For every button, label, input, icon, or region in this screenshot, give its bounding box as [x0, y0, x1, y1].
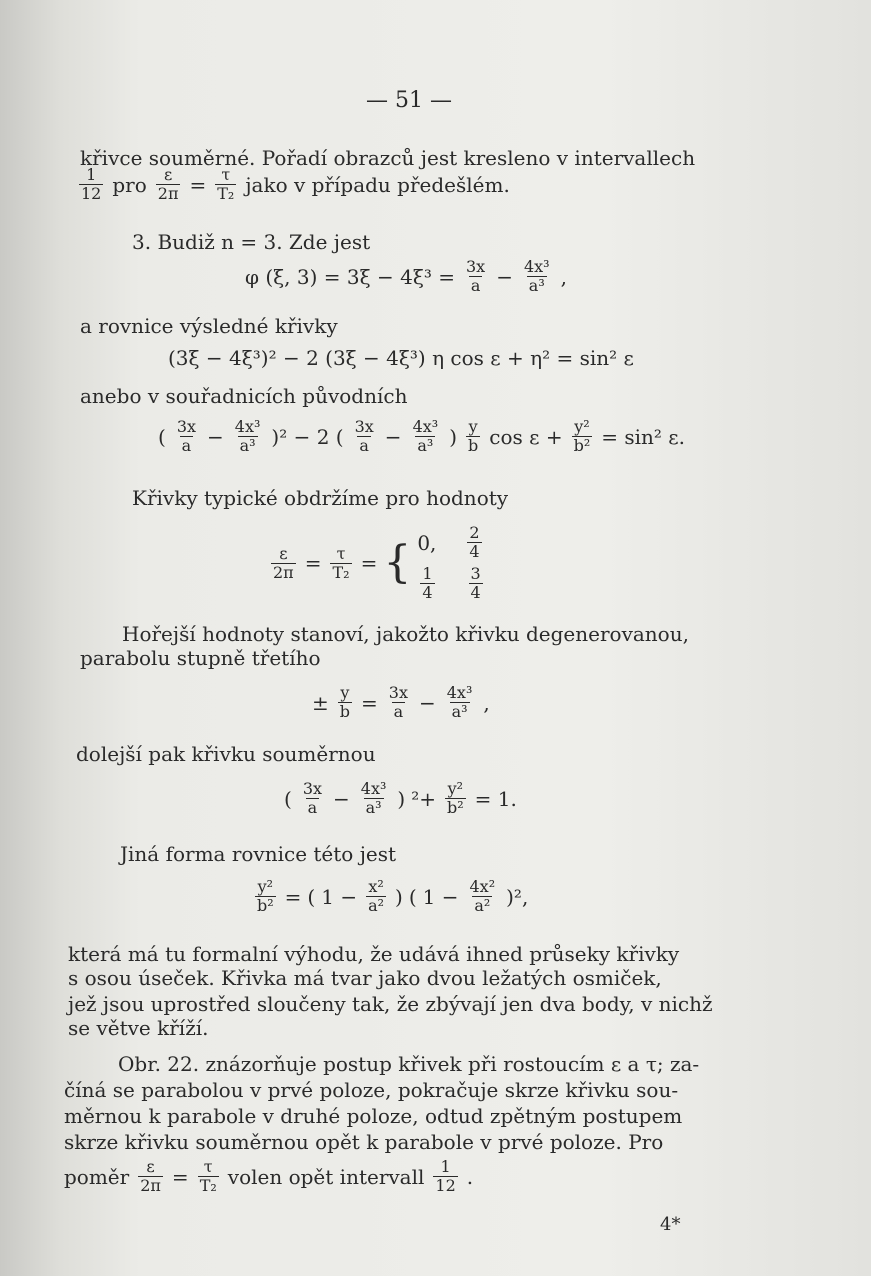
- comma: ,: [560, 264, 567, 289]
- minus-sign: −: [496, 264, 513, 289]
- fraction-3x-a-4: $\frac{3x}{a}$: [388, 683, 408, 721]
- fraction-two-quarters: $\frac{2}{4}$: [469, 523, 480, 561]
- equation-original-coords: [158, 418, 685, 455]
- text-line-1: křivce souměrné. Pořadí obrazců jest kresleno v intervallech: [80, 146, 696, 170]
- fraction-y2-b2-2: $\frac{\text{y²}}{\text{b²}}$: [447, 779, 464, 817]
- fraction-tau-t2-2: $\frac{\tau}{\text{T₂}}$: [332, 543, 350, 582]
- equals-sign-2: =: [304, 551, 322, 575]
- fraction-3x-a: $\frac{3x}{a}$: [465, 257, 486, 295]
- page-number: — 51 —: [366, 88, 452, 113]
- fraction-3x-a-5: $\frac{3x}{a}$: [302, 779, 323, 817]
- text-line-12: s osou úseček. Křivka má tvar jako dvou ležatých osmiček,: [68, 966, 662, 990]
- text-line-14: se větve kříží.: [68, 1016, 209, 1040]
- paren-open-3: (: [307, 884, 316, 909]
- fraction-4x3-a3-5: $\frac{\text{4x³}}{\text{a³}}$: [360, 779, 387, 817]
- minus-sign-4: −: [418, 690, 436, 715]
- fraction-3x-a-3: $\frac{3x}{a}$: [354, 417, 374, 455]
- text-line-5: anebo v souřadnicích původních: [80, 384, 408, 408]
- fraction-epsilon-2pi: $\frac{\varepsilon}{2\pi}$: [157, 165, 179, 203]
- minus-sign-3: −: [384, 424, 402, 449]
- equation-typical-values: [268, 524, 486, 602]
- fraction-epsilon-2pi-3: $\frac{\varepsilon}{2\pi}$: [140, 1157, 161, 1195]
- plus-minus: ±: [312, 690, 329, 715]
- text-line-6: Křivky typické obdržíme pro hodnoty: [132, 486, 509, 510]
- equals-sign: =: [189, 172, 207, 197]
- equation-symmetric-curve: [284, 780, 517, 817]
- text-line-15: Obr. 22. znázorňuje postup křivek při rostoucím ε a τ; za-: [118, 1052, 700, 1076]
- equation-resulting-curve-text: (3ξ − 4ξ³)² − 2 (3ξ − 4ξ³) η cos ε + η² = sin² ε: [168, 346, 634, 370]
- fraction-4x3-a3-3: $\frac{\text{4x³}}{\text{a³}}$: [412, 417, 439, 455]
- text-line-4: a rovnice výsledné křivky: [80, 314, 338, 338]
- equals-one: = 1.: [474, 786, 517, 811]
- fraction-tau-t2: $\frac{\tau}{\text{T₂}}$: [217, 165, 235, 203]
- paren-close: ): [449, 424, 457, 449]
- brace-icon: {: [383, 537, 412, 588]
- value-zero: 0,: [417, 530, 437, 555]
- equals-sign-6: =: [171, 1164, 189, 1189]
- interval-equation: [76, 166, 510, 203]
- fraction-y2-b2-3: $\frac{\text{y²}}{\text{b²}}$: [257, 877, 274, 915]
- equation-resulting-curve: [168, 346, 634, 370]
- text-line-10: Jiná forma rovnice této jest: [120, 842, 397, 866]
- text-line-16: číná se parabolou v prvé poloze, pokračuje skrze křivku sou-: [64, 1078, 679, 1102]
- one-minus-2: 1 −: [422, 884, 459, 909]
- paren-open-4: (: [408, 884, 417, 909]
- fraction-three-quarters: $\frac{3}{4}$: [470, 564, 481, 602]
- equation-phi: [245, 258, 567, 295]
- fraction-one-twelfth-2: $\frac{1}{12}$: [435, 1157, 456, 1195]
- paren-close-squared: )²,: [506, 884, 529, 909]
- fraction-4x2-a2: $\frac{\text{4x²}}{\text{a²}}$: [469, 877, 496, 915]
- text-line-18: skrze křivku souměrnou opět k parabole v prvé poloze. Pro: [64, 1130, 664, 1154]
- one-minus: 1 −: [321, 884, 358, 909]
- fraction-tau-t2-3: $\frac{\tau}{\text{T₂}}$: [199, 1157, 217, 1195]
- paren-close-2: ): [397, 786, 406, 811]
- text-line-11: která má tu formalní výhodu, že udává ihned průseky křivky: [68, 942, 680, 966]
- signature-mark: 4*: [660, 1214, 681, 1235]
- fraction-y2-b2: $\frac{\text{y²}}{\text{b²}}$: [573, 417, 591, 455]
- period: .: [466, 1164, 474, 1189]
- fraction-y-b: $\frac{y}{b}$: [468, 417, 479, 455]
- equation-phi-left: φ (ξ, 3) = 3ξ − 4ξ³ =: [245, 264, 455, 289]
- equals-sin-squared: = sin² ε.: [601, 424, 685, 449]
- value-list: [417, 524, 485, 602]
- plus-sign: ²+: [411, 786, 436, 811]
- comma-2: ,: [483, 690, 490, 715]
- equation-other-form: [252, 878, 528, 915]
- text-line-3: 3. Budiž n = 3. Zde jest: [132, 230, 371, 254]
- equals-sign-3: =: [360, 551, 378, 575]
- text-line-17: měrnou k parabole v druhé poloze, odtud zpětným postupem: [64, 1104, 683, 1128]
- equals-sign-4: =: [361, 690, 378, 715]
- paren-close-3: ): [395, 884, 403, 909]
- fraction-4x3-a3-4: $\frac{\text{4x³}}{\text{a³}}$: [446, 683, 473, 721]
- word-pomer: poměr: [64, 1164, 130, 1189]
- text-line-19: [64, 1158, 473, 1195]
- equals-sign-5: =: [284, 884, 302, 909]
- minus-sign-2: −: [207, 424, 224, 449]
- fraction-3x-a-2: $\frac{3x}{a}$: [176, 417, 197, 455]
- paren-open-2: (: [284, 786, 292, 811]
- text-line-9: dolejší pak křivku souměrnou: [76, 742, 376, 766]
- cos-epsilon-plus: cos ε +: [489, 424, 563, 449]
- squared-minus-two: )² − 2 (: [271, 424, 344, 449]
- fraction-epsilon-2pi-2: $\frac{\varepsilon}{2\pi}$: [273, 543, 294, 582]
- text-line-7: Hořejší hodnoty stanoví, jakožto křivku degenerovanou,: [122, 622, 689, 646]
- text-interval: volen opět intervall: [227, 1164, 425, 1189]
- paren-open: (: [158, 424, 166, 449]
- fraction-one-twelfth: $\frac{1}{12}$: [81, 165, 102, 203]
- word-pro: pro: [112, 172, 147, 197]
- text-line-8: parabolu stupně třetího: [80, 646, 321, 670]
- text-line-2-rest: jako v případu předešlém.: [245, 172, 510, 197]
- minus-sign-5: −: [333, 786, 350, 811]
- fraction-one-quarter: $\frac{1}{4}$: [422, 564, 433, 602]
- text-line-13: jež jsou uprostřed sloučeny tak, že zbývají jen dva body, v nichž: [68, 992, 713, 1016]
- fraction-4x3-a3-2: $\frac{\text{4x³}}{\text{a³}}$: [234, 417, 261, 455]
- fraction-x2-a2: $\frac{\text{x²}}{\text{a²}}$: [368, 877, 385, 915]
- fraction-y-b-2: $\frac{y}{b}$: [339, 683, 351, 721]
- equation-parabola: [312, 684, 490, 721]
- fraction-4x3-a3: $\frac{\text{4x³}}{\text{a³}}$: [523, 257, 550, 295]
